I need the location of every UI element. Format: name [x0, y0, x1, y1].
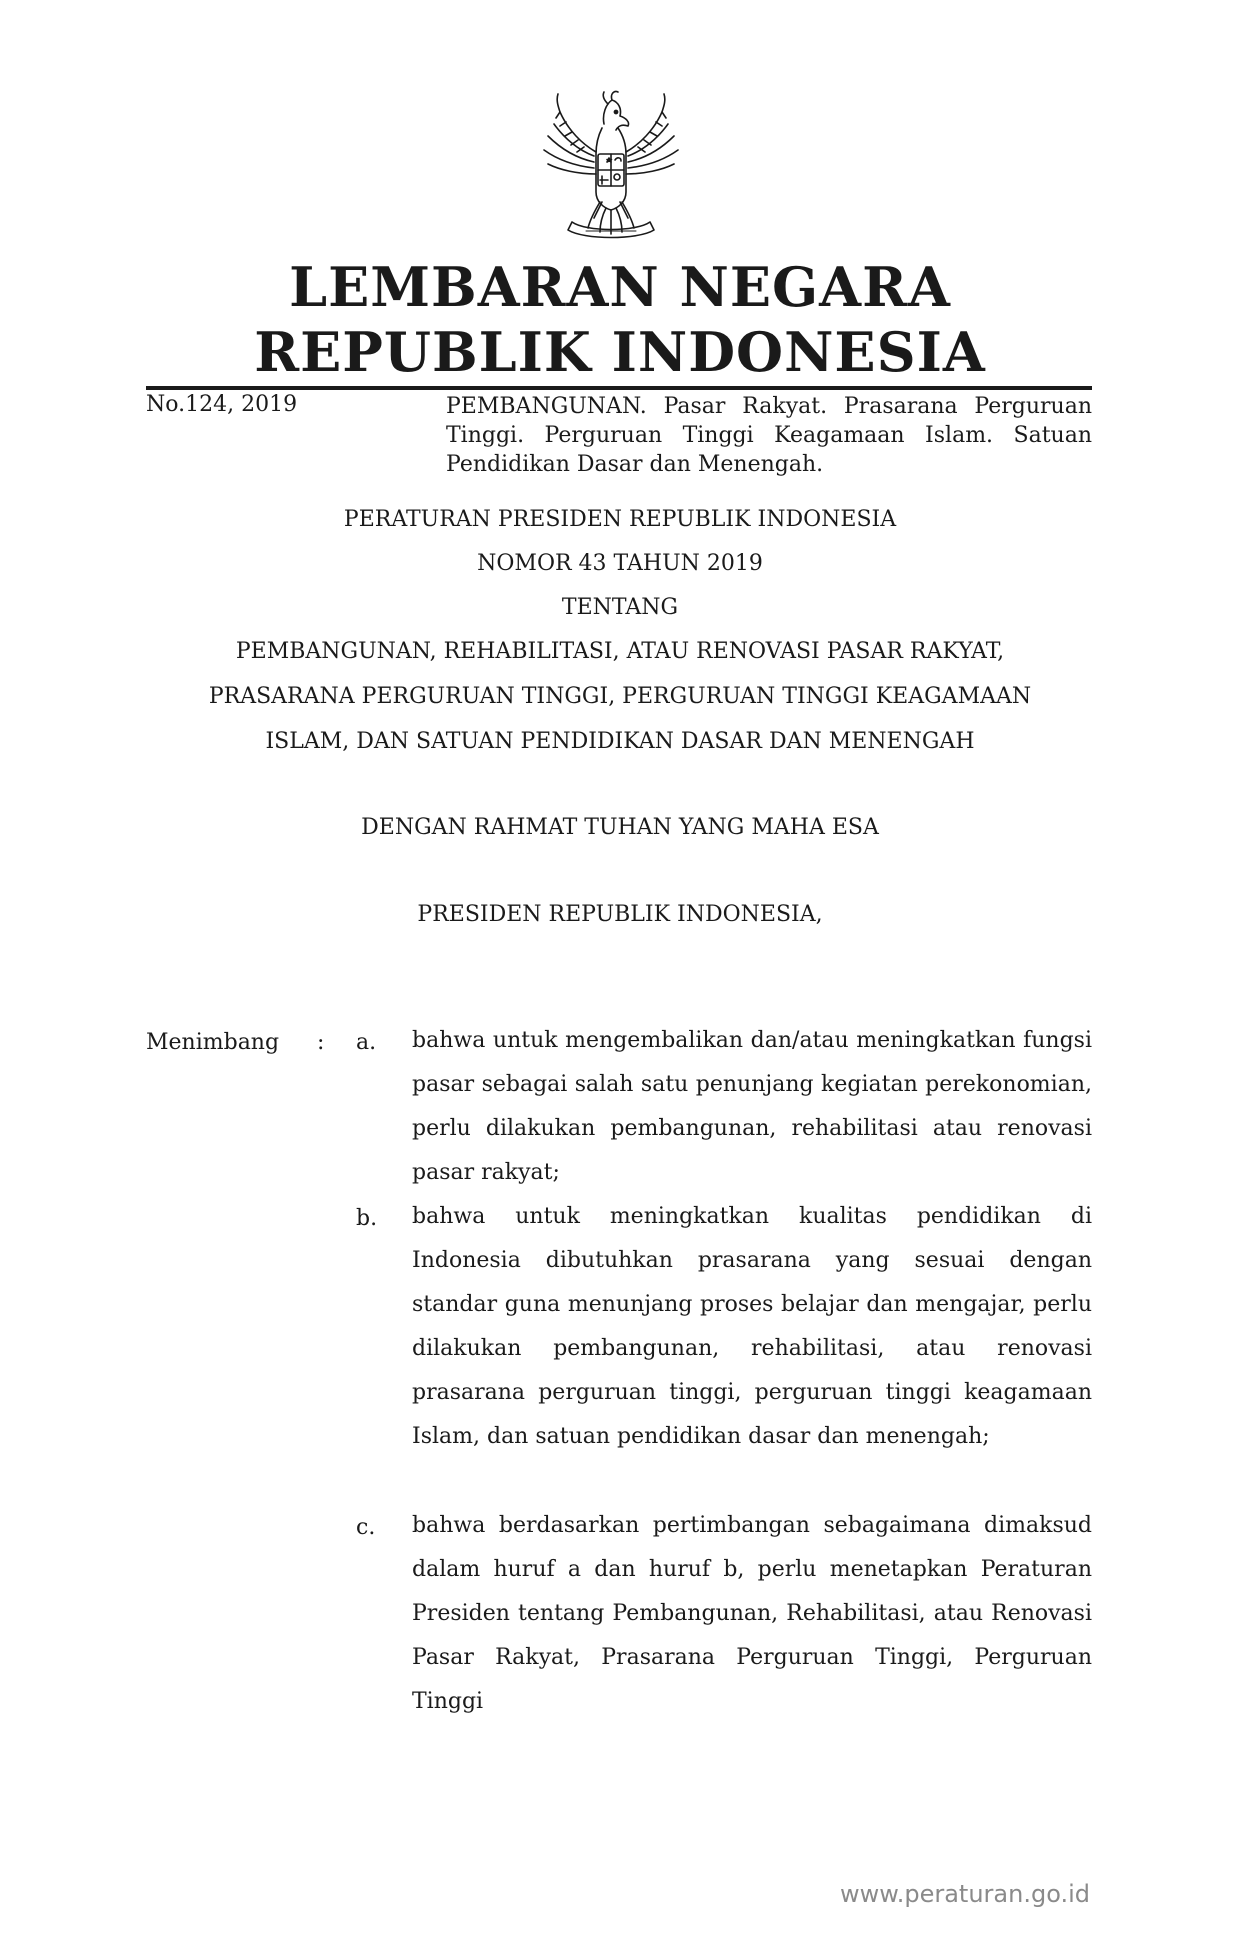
regulation-about: TENTANG — [561, 595, 679, 620]
issuer: PRESIDEN REPUBLIK INDONESIA, — [417, 902, 823, 927]
consideration-letter: a. — [356, 1030, 377, 1055]
masthead-divider — [146, 386, 1092, 390]
consideration-letter: b. — [356, 1206, 378, 1231]
masthead-title-line-2: REPUBLIK INDONESIA — [254, 320, 986, 384]
invocation: DENGAN RAHMAT TUHAN YANG MAHA ESA — [361, 815, 879, 840]
garuda-pancasila-emblem-icon — [538, 84, 684, 240]
footer-website: www.peraturan.go.id — [840, 1880, 1090, 1908]
consideration-text: bahwa untuk meningkatkan kualitas pendidikan di Indonesia dibutuhkan prasarana yang sesuai dengan standar guna menunjang proses belajar dan mengajar, perlu dilakukan pembangunan, rehabilitasi, atau renovasi prasarana perguruan tinggi, perguruan tinggi keagamaan Islam, dan satuan pendidikan dasar dan menengah; — [412, 1204, 1092, 1449]
consideration-text: bahwa berdasarkan pertimbangan sebagaimana dimaksud dalam huruf a dan huruf b, perlu menetapkan Peraturan Presiden tentang Pembangunan, Rehabilitasi, atau Renovasi Pasar Rakyat, Prasarana Perguruan Tinggi, Perguruan Tinggi — [412, 1513, 1092, 1714]
regulation-title: PERATURAN PRESIDEN REPUBLIK INDONESIA — [343, 507, 897, 532]
considering-label: Menimbang — [146, 1030, 280, 1055]
regulation-subject-line: ISLAM, DAN SATUAN PENDIDIKAN DASAR DAN MENENGAH — [265, 729, 975, 754]
regulation-subject-line: PEMBANGUNAN, REHABILITASI, ATAU RENOVASI PASAR RAKYAT, — [235, 639, 1005, 664]
consideration-text: bahwa untuk mengembalikan dan/atau meningkatkan fungsi pasar sebagai salah satu penunjang kegiatan perekonomian, perlu dilakukan pembangunan, rehabilitasi atau renovasi pasar rakyat; — [412, 1028, 1092, 1185]
consideration-letter: c. — [356, 1515, 376, 1540]
gazette-subject: PEMBANGUNAN. Pasar Rakyat. Prasarana Perguruan Tinggi. Perguruan Tinggi Keagamaan Islam. Satuan Pendidikan Dasar dan Menengah. — [446, 394, 1092, 477]
masthead-title-line-1: LEMBARAN NEGARA — [289, 255, 951, 319]
regulation-number: NOMOR 43 TAHUN 2019 — [477, 551, 763, 576]
gazette-number: No.124, 2019 — [146, 392, 298, 417]
considering-colon: : — [317, 1030, 325, 1055]
regulation-subject-line: PRASARANA PERGURUAN TINGGI, PERGURUAN TINGGI KEAGAMAAN — [208, 684, 1032, 709]
